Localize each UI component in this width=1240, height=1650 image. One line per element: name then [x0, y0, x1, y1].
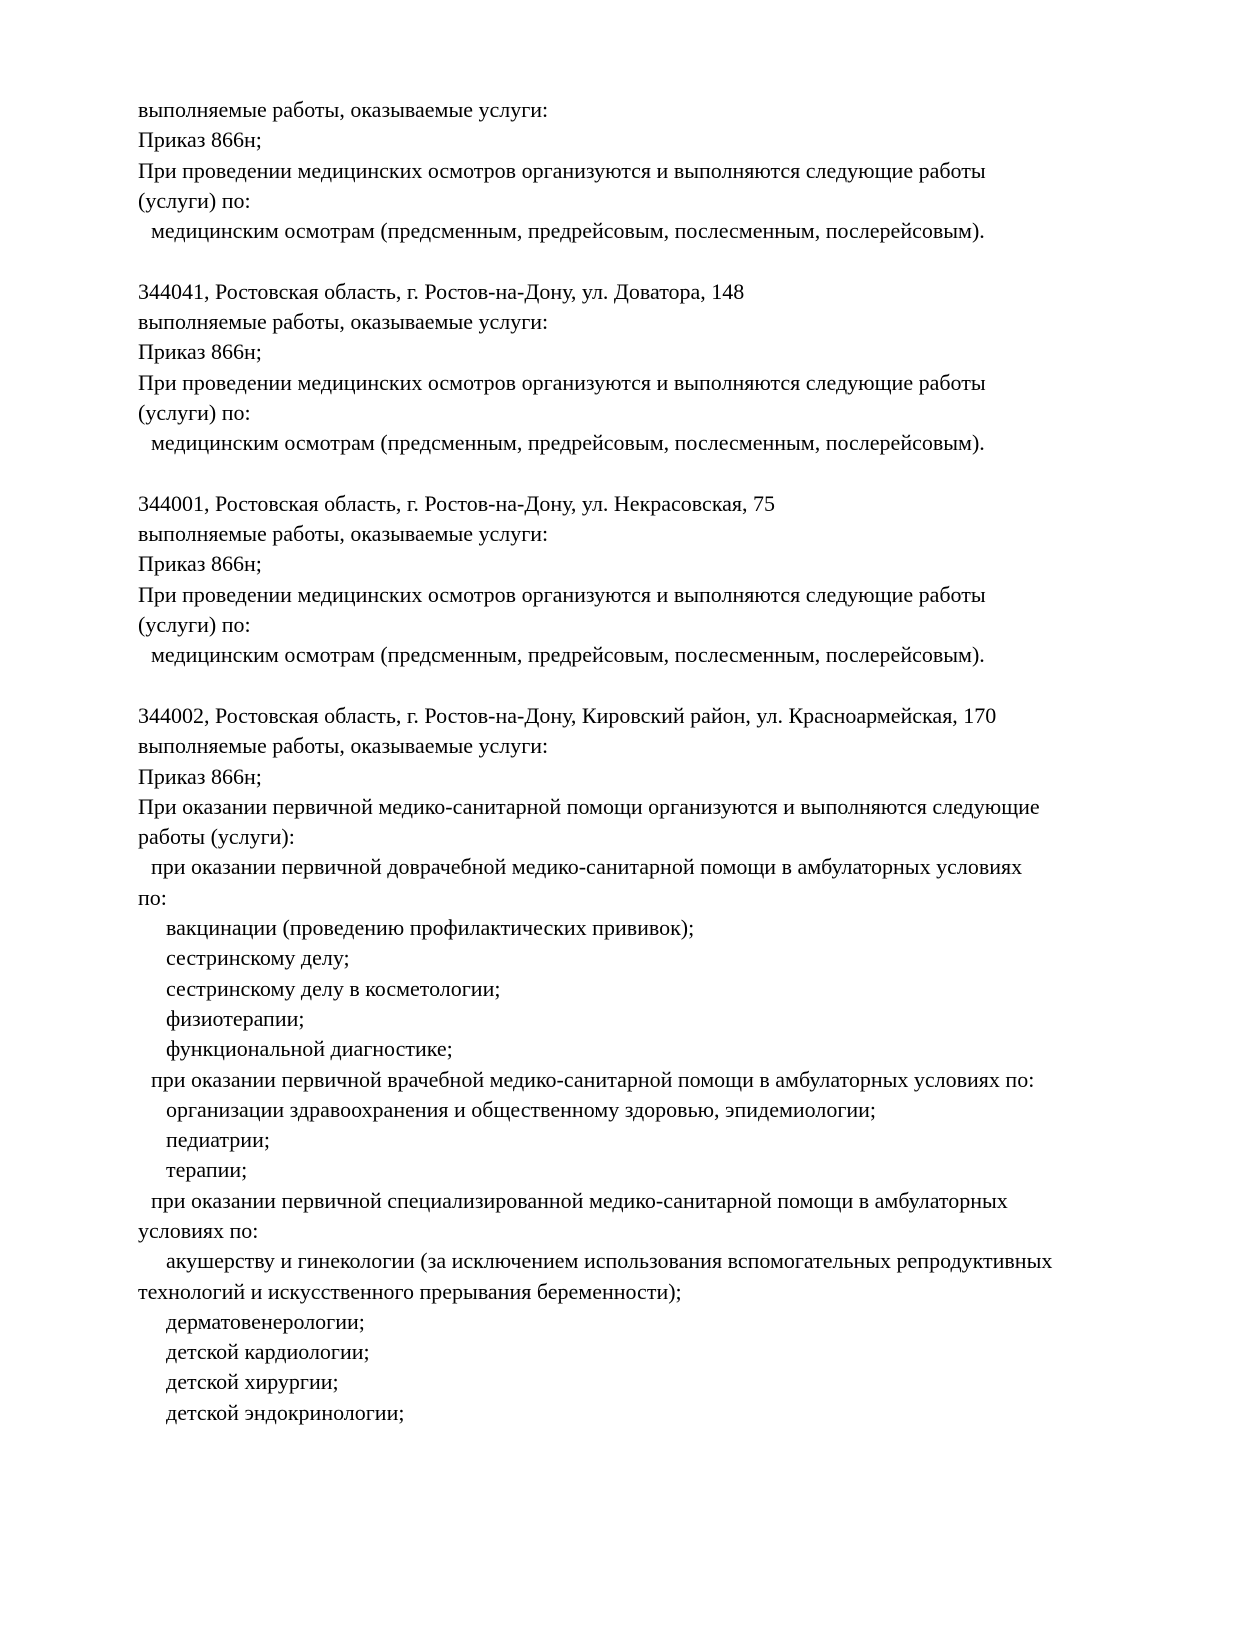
- address-line: 344001, Ростовская область, г. Ростов-на-Дону, ул. Некрасовская, 75: [138, 490, 776, 516]
- document-line: медицинским осмотрам (предсменным, предрейсовым, послесменным, послерейсовым).: [151, 218, 985, 244]
- document-line: физиотерапии;: [166, 1005, 305, 1031]
- document-line: педиатрии;: [166, 1127, 270, 1153]
- document-line: При проведении медицинских осмотров организуются и выполняются следующие работы: [138, 157, 986, 183]
- document-line: Приказ 866н;: [138, 127, 262, 153]
- document-line: вакцинации (проведению профилактических прививок);: [166, 915, 695, 941]
- document-line: технологий и искусственного прерывания беременности);: [138, 1278, 682, 1304]
- document-line: (услуги) по:: [138, 187, 251, 213]
- document-block: [138, 489, 1240, 671]
- document-line: сестринскому делу;: [166, 945, 350, 971]
- document-line: При проведении медицинских осмотров организуются и выполняются следующие работы: [138, 581, 986, 607]
- document-block: [138, 95, 1240, 246]
- document-line: дерматовенерологии;: [166, 1308, 365, 1334]
- document-line: при оказании первичной врачебной медико-санитарной помощи в амбулаторных условиях по:: [151, 1066, 1035, 1092]
- document-line: детской кардиологии;: [166, 1339, 370, 1365]
- document-line: выполняемые работы, оказываемые услуги:: [138, 309, 549, 335]
- document-line: Приказ 866н;: [138, 763, 262, 789]
- document-line: работы (услуги):: [138, 824, 295, 850]
- document-line: выполняемые работы, оказываемые услуги:: [138, 733, 549, 759]
- document-line: При оказании первичной медико-санитарной помощи организуются и выполняются следующие: [138, 793, 1040, 819]
- document-line: Приказ 866н;: [138, 551, 262, 577]
- document-line: медицинским осмотрам (предсменным, предрейсовым, послесменным, послерейсовым).: [151, 430, 985, 456]
- document-line: организации здравоохранения и общественному здоровью, эпидемиологии;: [166, 1096, 877, 1122]
- document-line: медицинским осмотрам (предсменным, предрейсовым, послесменным, послерейсовым).: [151, 642, 985, 668]
- document-line: выполняемые работы, оказываемые услуги:: [138, 521, 549, 547]
- address-line: 344002, Ростовская область, г. Ростов-на-Дону, Кировский район, ул. Красноармейская, 170: [138, 702, 997, 728]
- document-line: (услуги) по:: [138, 399, 251, 425]
- document-body: [138, 95, 1240, 1428]
- document-block: [138, 277, 1240, 459]
- document-line: (услуги) по:: [138, 612, 251, 638]
- document-line: сестринскому делу в косметологии;: [166, 975, 501, 1001]
- document-line: терапии;: [166, 1157, 248, 1183]
- document-line: При проведении медицинских осмотров организуются и выполняются следующие работы: [138, 369, 986, 395]
- document-line: детской эндокринологии;: [166, 1399, 405, 1425]
- document-line: выполняемые работы, оказываемые услуги:: [138, 97, 549, 122]
- document-line: функциональной диагностике;: [166, 1036, 453, 1062]
- document-line: при оказании первичной доврачебной медико-санитарной помощи в амбулаторных условиях: [151, 854, 1023, 880]
- document-line: условиях по:: [138, 1217, 259, 1243]
- document-line: детской хирургии;: [166, 1369, 339, 1395]
- document-line: Приказ 866н;: [138, 339, 262, 365]
- address-line: 344041, Ростовская область, г. Ростов-на-Дону, ул. Доватора, 148: [138, 278, 745, 304]
- document-line: акушерству и гинекологии (за исключением использования вспомогательных репродуктивных: [166, 1248, 1053, 1274]
- document-block: [138, 701, 1240, 1428]
- document-line: при оказании первичной специализированной медико-санитарной помощи в амбулаторных: [151, 1187, 1008, 1213]
- document-line: по:: [138, 884, 167, 910]
